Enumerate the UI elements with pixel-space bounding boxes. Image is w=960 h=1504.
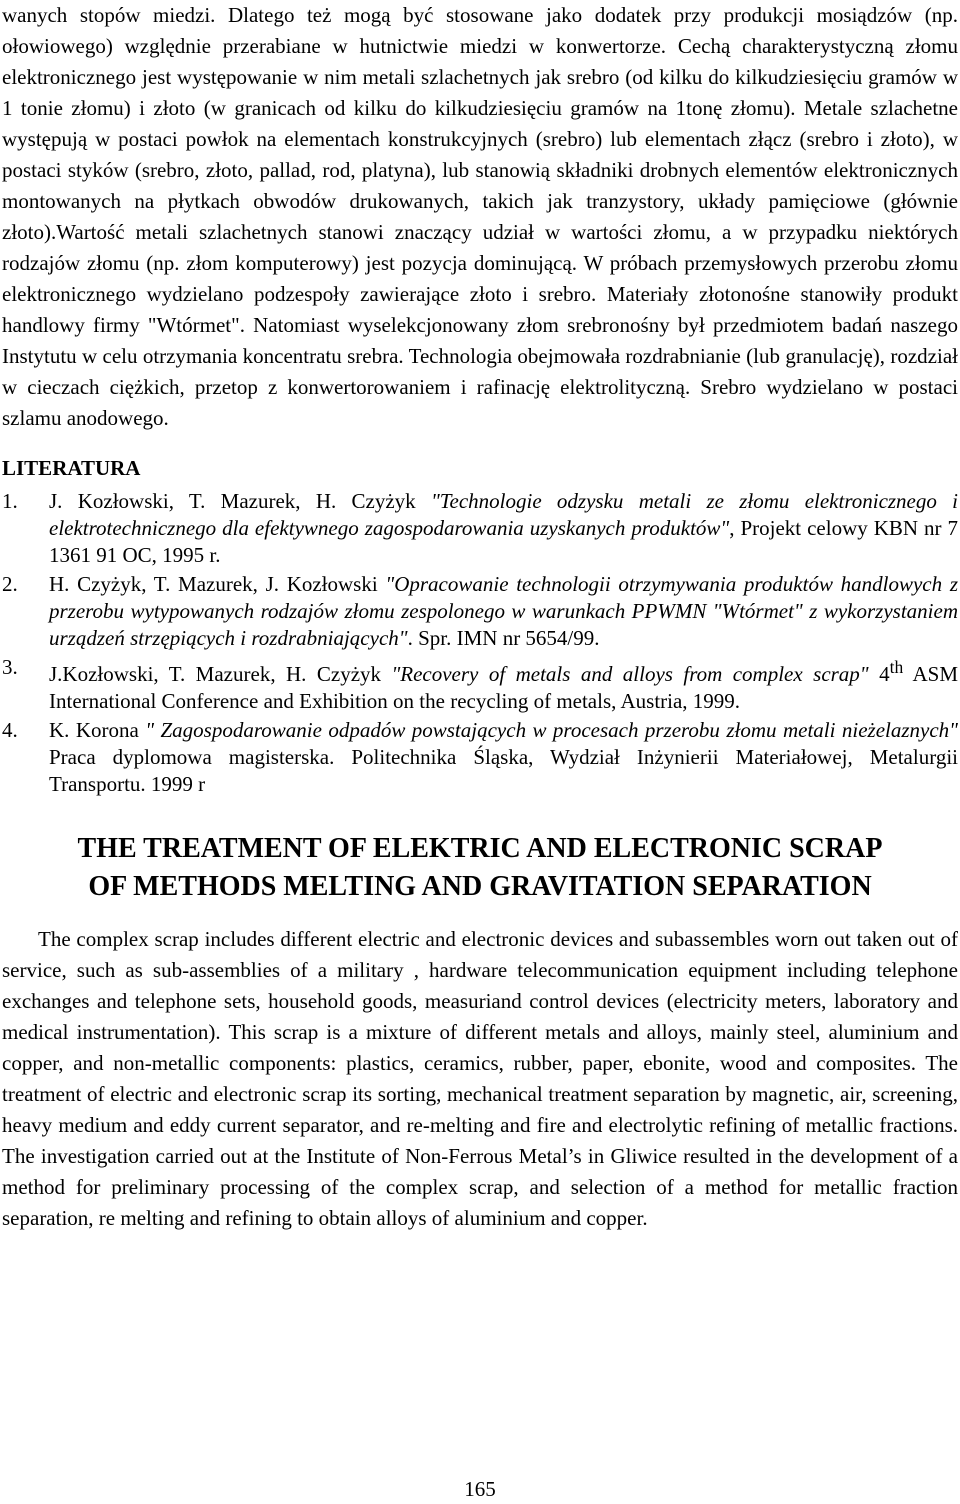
page-number: 165 <box>464 1477 496 1501</box>
body-paragraph: wanych stopów miedzi. Dlatego też mogą być stosowane jako dodatek przy produkcji mosiądzów (np. ołowiowego) względnie przerabiane w hutnictwie miedzi w konwertorze. Cechą charakterystyczną złomu elektronicznego jest występowanie w nim metali szlachetnych jak srebro (od kilku do kilkudziesięciu gramów w 1 tonie złomu) i złoto (w granicach od kilku do kilkudziesięciu gramów na 1tonę złomu). Metale szlachetne występują w postaci powłok na elementach konstrukcyjnych (srebro) lub elementach złącz (srebro i złoto), w postaci styków (srebro, złoto, pallad, rod, platyna), lub stanowią składniki drobnych elementów elektronicznych montowanych na płytkach obwodów drukowanych, takich jak tranzystory, układy pamięciowe (głównie złoto).Wartość metali szlachetnych stanowi znaczący udział w wartości złomu, a w przypadku niektórych rodzajów złomu (np. złom komputerowy) jest pozycja dominującą. W próbach przemysłowych przerobu złomu elektronicznego wydzielano podzespoły zawierające złoto i srebro. Materiały złotonośne stanowiły produkt handlowy firmy "Wtórmet". Natomiast wyselekcjonowany złom srebronośny był przedmiotem badań naszego Instytutu w celu otrzymania koncentratu srebra. Technologia obejmowała rozdrabnianie (lub granulację), rozdział w cieczach ciężkich, przetop z konwertorowaniem i rafinację elektrolityczną. Srebro wydzielano w postaci szlamu anodowego. <box>2 3 958 430</box>
reference-details: , Projekt celowy KBN nr 7 1361 91 OC, 1995 r. <box>49 516 959 567</box>
reference-list <box>2 488 958 798</box>
reference-number: 2. <box>2 572 18 596</box>
reference-authors: J.Kozłowski, T. Mazurek, H. Czyżyk <box>49 662 392 686</box>
reference-title: "Technologie odzysku metali ze złomu elektronicznego i elektrotechnicznego dla efektywnego zagospodarowania uzyskanych produktów" <box>49 489 958 540</box>
reference-item <box>2 654 958 715</box>
reference-superscript: th <box>889 657 904 677</box>
reference-title: " Zagospodarowanie odpadów powstających w procesach przerobu złomu metali nieżelaznych" <box>145 718 958 742</box>
reference-number: 1. <box>2 489 18 513</box>
english-title <box>2 830 958 906</box>
reference-title: "Opracowanie technologii otrzymywania produktów handlowych z przerobu wytypowanych rodzajów złomu zespolonego w warunkach PPWMN "Wtórmet" z wykorzystaniem urządzeń strzępiących i rozdrabniających" <box>49 572 958 650</box>
english-title-line-1: THE TREATMENT OF ELEKTRIC AND ELECTRONIC SCRAP <box>77 833 883 864</box>
reference-details-prefix: 4 <box>868 662 890 686</box>
reference-details: Praca dyplomowa magisterska. Politechnika Śląska, Wydział Inżynierii Materiałowej, Metalurgii Transportu. 1999 r <box>49 745 958 796</box>
reference-item <box>2 717 958 798</box>
literature-heading: LITERATURA <box>2 456 141 480</box>
reference-title: "Recovery of metals and alloys from complex scrap" <box>391 662 869 686</box>
reference-item <box>2 488 958 569</box>
reference-authors: K. Korona <box>49 718 146 742</box>
reference-number: 4. <box>2 718 18 742</box>
reference-item <box>2 571 958 652</box>
reference-details: ASM International Conference and Exhibition on the recycling of metals, Austria, 1999. <box>49 662 959 713</box>
english-abstract: The complex scrap includes different electric and electronic devices and subassembles worn out taken out of service, such as sub-assemblies of a military , hardware telecommunication equipment including telephone exchanges and telephone sets, household goods, measuriand control devices (electricity meters, laboratory and medical instrumentation). This scrap is a mixture of different metals and alloys, mainly steel, aluminium and copper, and non-metallic components: plastics, ceramics, rubber, paper, ebonite, wood and composites. The treatment of electric and electronic scrap its sorting, mechanical treatment separation by magnetic, air, screening, heavy medium and eddy current separator, and re-melting and fire and electrolytic refining of metallic fractions. The investigation carried out at the Institute of Non-Ferrous Metal’s in Gliwice resulted in the development of a method for preliminary processing of the complex scrap, and selection of a method for metallic fraction separation, re melting and refining to obtain alloys of aluminium and copper. <box>2 927 958 1230</box>
english-title-line-2: OF METHODS MELTING AND GRAVITATION SEPARATION <box>88 871 872 902</box>
reference-details: . Spr. IMN nr 5654/99. <box>407 626 600 650</box>
reference-authors: J. Kozłowski, T. Mazurek, H. Czyżyk <box>49 489 431 513</box>
reference-number: 3. <box>2 655 18 679</box>
reference-authors: H. Czyżyk, T. Mazurek, J. Kozłowski <box>49 572 386 596</box>
